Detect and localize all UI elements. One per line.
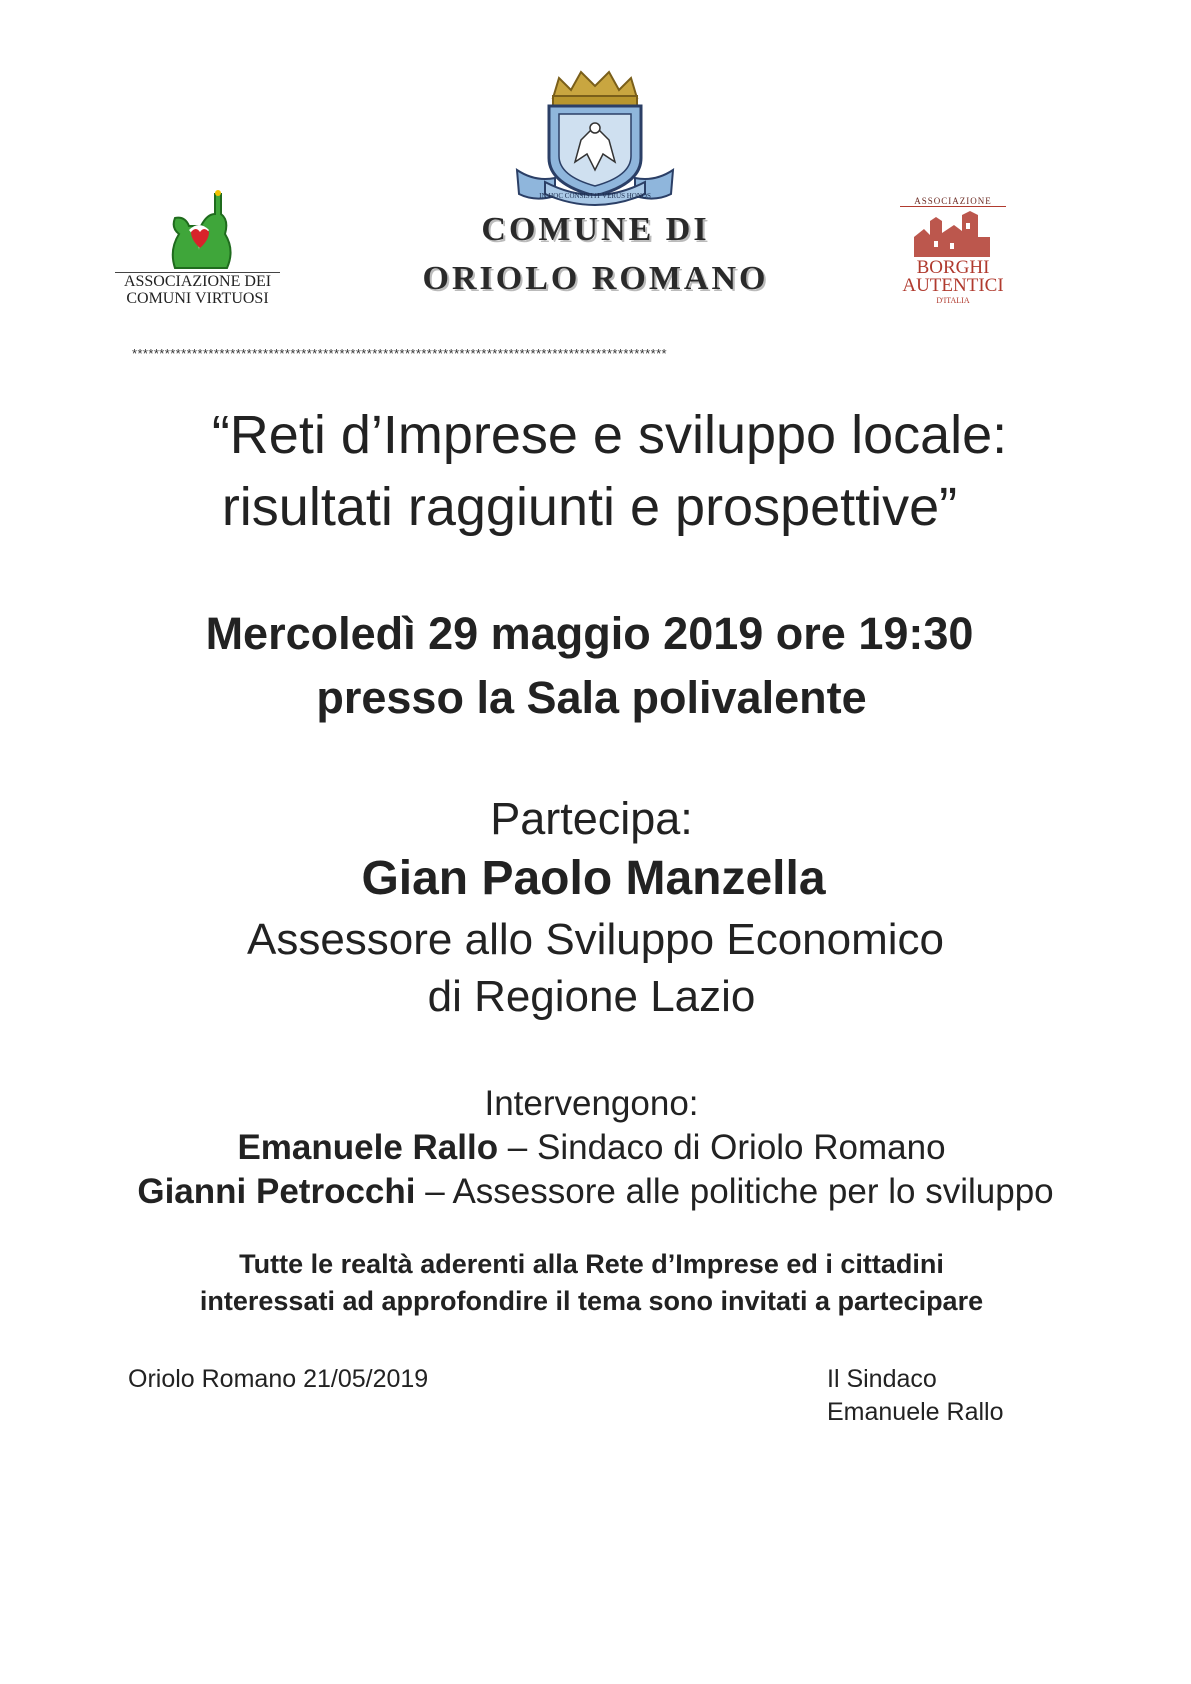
event-title-line1: “Reti d’Imprese e sviluppo locale: — [211, 405, 1008, 465]
municipal-crest — [515, 70, 675, 212]
comune-title-line2: ORIOLO ROMANO — [422, 260, 769, 297]
speakers-label: Intervengono: — [484, 1084, 699, 1123]
speaker-role: – Sindaco di Oriolo Romano — [498, 1128, 946, 1167]
left-logo-line2: COMUNI VIRTUOSI — [126, 290, 269, 307]
village-icon — [900, 207, 1006, 259]
invitation-line2: interessati ad approfondire il tema sono invitati a partecipare — [199, 1286, 984, 1316]
right-logo-top: ASSOCIAZIONE — [900, 196, 1006, 207]
event-date: Mercoledì 29 maggio 2019 ore 19:30 — [205, 608, 974, 659]
guest-role-line1: Assessore allo Sviluppo Economico — [246, 915, 945, 964]
signature-title: Il Sindaco — [827, 1365, 937, 1393]
right-logo-line2: AUTENTICI — [902, 275, 1004, 296]
event-title-line2: risultati raggiunti e prospettive” — [221, 477, 958, 537]
borghi-autentici-logo — [900, 196, 1006, 318]
comune-title-line1: COMUNE DI — [481, 211, 710, 248]
speaker-name: Gianni Petrocchi — [137, 1172, 416, 1211]
left-logo-line1: ASSOCIAZIONE DEI — [123, 273, 272, 290]
crest-motto: IN HOC CONSISTIT VERUS HONOS — [539, 192, 651, 200]
right-logo-line3: D'ITALIA — [936, 296, 970, 305]
place-and-date: Oriolo Romano 21/05/2019 — [128, 1365, 429, 1393]
guest-label: Partecipa: — [490, 793, 693, 844]
speaker-name: Emanuele Rallo — [237, 1128, 499, 1167]
event-venue: presso la Sala polivalente — [316, 672, 867, 723]
speaker-role: – Assessore alle politiche per lo sviluppo — [415, 1172, 1054, 1211]
right-logo-line1: BORGHI — [916, 257, 990, 278]
guest-role-line2: di Regione Lazio — [427, 972, 756, 1021]
header-separator: ************************************************************************************************** — [132, 347, 667, 361]
signature-name: Emanuele Rallo — [827, 1398, 1004, 1426]
invitation-line1: Tutte le realtà aderenti alla Rete d’Imprese ed i cittadini — [239, 1249, 944, 1279]
speaker-row — [0, 1170, 1191, 1214]
speaker-row — [0, 1126, 1187, 1170]
guest-name: Gian Paolo Manzella — [361, 852, 826, 905]
